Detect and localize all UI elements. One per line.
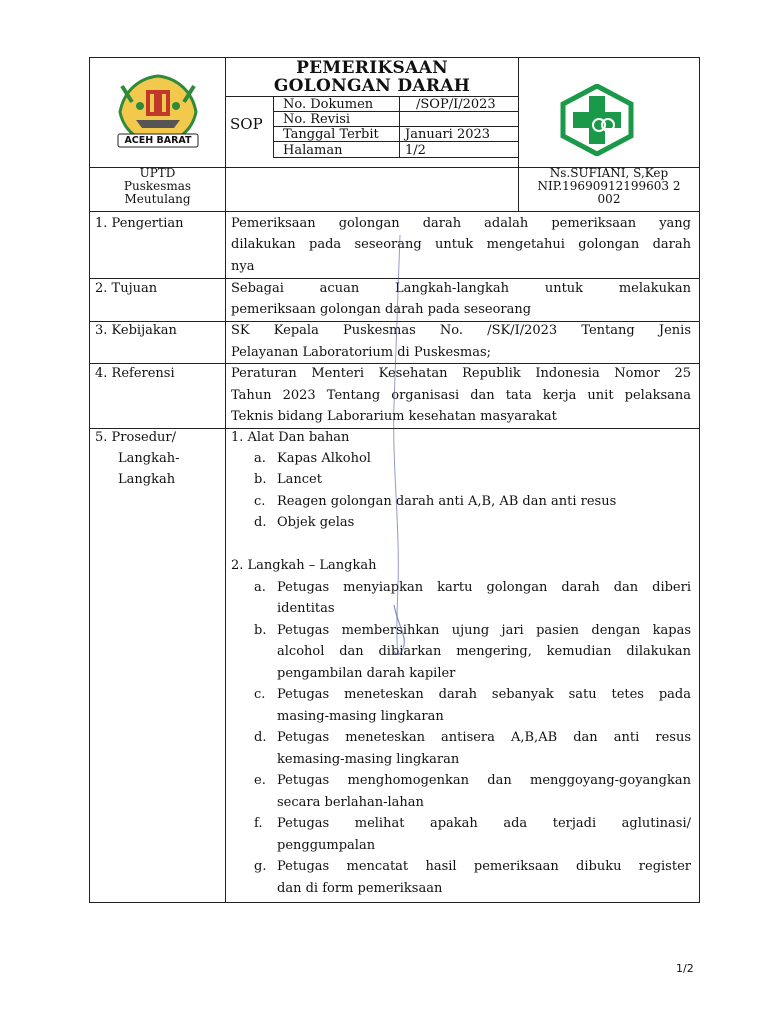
referensi-line-2: Tahun 2023 Tentang organisasi dan tata kerja unit pelaksana [231, 388, 691, 403]
label-prosedur-3: Langkah [118, 472, 176, 487]
label-referensi: 4. Referensi [95, 366, 175, 381]
border-meta-bottom [89, 211, 700, 212]
border-right [699, 57, 700, 903]
step-marker-b: b. [254, 623, 267, 638]
meta-label-0: No. Dokumen [283, 97, 374, 112]
bahan-marker-d: d. [254, 515, 267, 530]
step-marker-f: f. [254, 816, 263, 831]
step-b-line-2: alcohol dan dibiarkan mengering, kemudian dilakukan [277, 644, 691, 659]
step-d-line-1: Petugas meneteskan antisera A,B,AB dan anti resus [277, 730, 691, 745]
page-number: 1/2 [676, 962, 694, 975]
meta-col-a [273, 96, 274, 158]
step-b-line-3: pengambilan darah kapiler [277, 666, 456, 681]
step-e-line-2: secara berlahan-lahan [277, 795, 424, 810]
label-prosedur-1: 5. Prosedur/ [95, 430, 176, 445]
tujuan-line-1: Sebagai acuan Langkah-langkah untuk melakukan [231, 281, 691, 296]
step-f-line-2: penggumpalan [277, 838, 376, 853]
signature-mark [360, 225, 440, 665]
bahan-marker-a: a. [254, 451, 266, 466]
label-pengertian: 1. Pengertian [95, 216, 184, 231]
border-bottom [89, 902, 700, 903]
kebijakan-line-1: SK Kepala Puskesmas No. /SK/I/2023 Tentang Jenis [231, 323, 691, 338]
signer-nip-2: 002 [597, 192, 621, 206]
meta-label-3: Halaman [283, 143, 343, 158]
step-c-line-2: masing-masing lingkaran [277, 709, 444, 724]
border-col1 [225, 57, 226, 903]
meta-label-2: Tanggal Terbit [283, 127, 379, 142]
label-prosedur-2: Langkah- [118, 451, 180, 466]
meta-value-0: /SOP/I/2023 [416, 97, 496, 112]
signer-name: Ns.SUFIANI, S,Kep [549, 166, 669, 180]
org-line-0: UPTD [139, 166, 176, 180]
meta-label-1: No. Revisi [283, 112, 351, 127]
step-a-line-2: identitas [277, 601, 335, 616]
referensi-line-1: Peraturan Menteri Kesehatan Republik Indonesia Nomor 25 [231, 366, 691, 381]
bahan-item-b: Lancet [277, 472, 322, 487]
step-marker-e: e. [254, 773, 266, 788]
heading-langkah: 2. Langkah – Langkah [231, 558, 377, 573]
step-marker-g: g. [254, 859, 267, 874]
puskesmas-logo [559, 84, 635, 156]
step-d-line-2: kemasing-masing lingkaran [277, 752, 460, 767]
step-b-line-1: Petugas membersihkan ujung jari pasien dengan kapas [277, 623, 691, 638]
doc-title-line1: PEMERIKSAAN [296, 58, 448, 78]
kebijakan-line-2: Pelayanan Laboratorium di Puskesmas; [231, 345, 492, 360]
step-c-line-1: Petugas meneteskan darah sebanyak satu tetes pada [277, 687, 691, 702]
bahan-item-a: Kapas Alkohol [277, 451, 371, 466]
step-a-line-1: Petugas menyiapkan kartu golongan darah dan diberi [277, 580, 691, 595]
step-marker-d: d. [254, 730, 267, 745]
pengertian-line-1: Pemeriksaan golongan darah adalah pemeriksaan yang [231, 216, 691, 231]
pengertian-line-2: dilakukan pada seseorang untuk mengetahui golongan darah [231, 237, 691, 252]
referensi-line-3: Teknis bidang Laborarium kesehatan masyarakat [231, 409, 557, 424]
step-f-line-1: Petugas melihat apakah ada terjadi aglutinasi/ [277, 816, 691, 831]
aceh-barat-logo [110, 72, 206, 152]
meta-col-b [399, 96, 400, 158]
sop-label: SOP [230, 115, 263, 133]
bahan-item-c: Reagen golongan darah anti A,B, AB dan anti resus [277, 494, 617, 509]
step-g-line-2: dan di form pemeriksaan [277, 881, 443, 896]
doc-title-line2: GOLONGAN DARAH [273, 76, 471, 96]
label-tujuan: 2. Tujuan [95, 281, 158, 296]
meta-value-3: 1/2 [405, 143, 426, 158]
bahan-marker-b: b. [254, 472, 267, 487]
heading-alat-bahan: 1. Alat Dan bahan [231, 430, 350, 445]
org-line-1: Puskesmas [123, 179, 192, 193]
bahan-item-d: Objek gelas [277, 515, 355, 530]
label-kebijakan: 3. Kebijakan [95, 323, 177, 338]
logo-left-caption: ACEH BARAT [124, 135, 192, 146]
bahan-marker-c: c. [254, 494, 266, 509]
step-g-line-1: Petugas mencatat hasil pemeriksaan dibuku register [277, 859, 691, 874]
meta-value-2: Januari 2023 [405, 127, 491, 142]
tujuan-line-2: pemeriksaan golongan darah pada seseorang [231, 302, 532, 317]
step-marker-a: a. [254, 580, 266, 595]
pengertian-line-3: nya [231, 259, 255, 274]
step-e-line-1: Petugas menghomogenkan dan menggoyang-goyangkan [277, 773, 691, 788]
signer-nip-1: NIP.19690912199603 2 [537, 179, 681, 193]
org-line-2: Meutulang [124, 192, 191, 206]
step-marker-c: c. [254, 687, 266, 702]
